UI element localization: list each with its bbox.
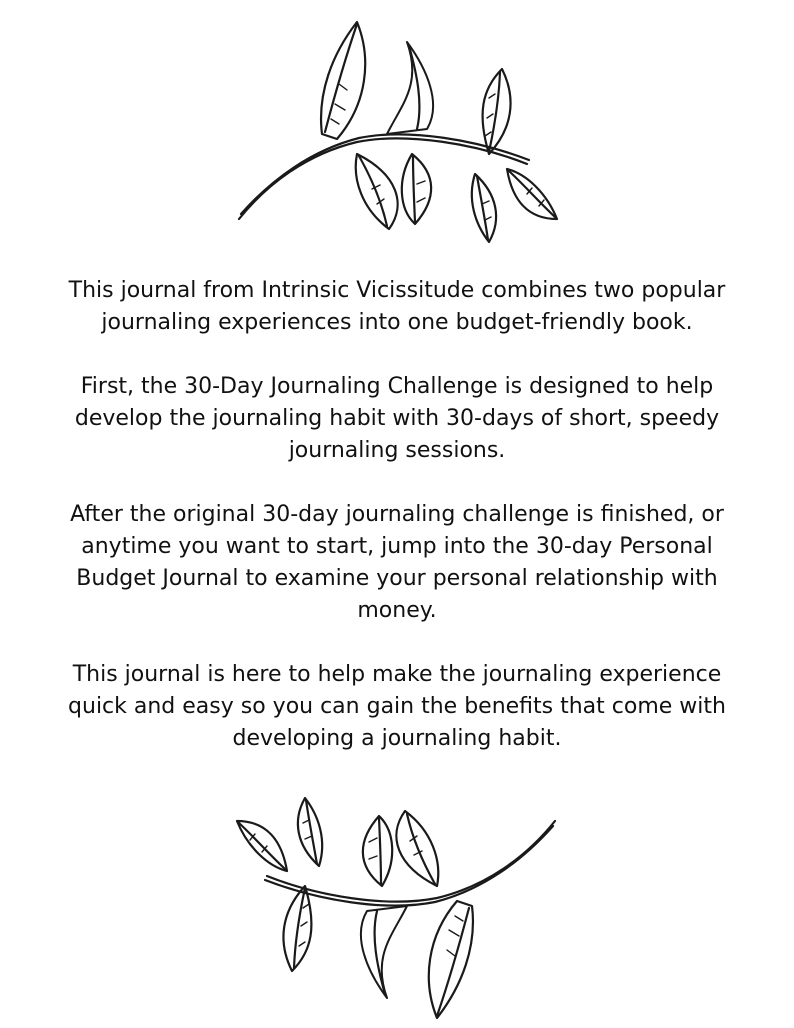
leaf-branch-icon	[227, 14, 567, 254]
intro-paragraph: This journal from Intrinsic Vicissitude combines two popular journaling experiences into one budget-friendly book.	[68, 278, 726, 335]
bottom-leaf-ornament	[227, 786, 567, 1026]
budget-paragraph: After the original 30-day journaling challenge is finished, or anytime you want to start, jump into the 30-day Personal Budget Journal to examine your personal relationship with money.	[70, 502, 724, 623]
closing-paragraph: This journal is here to help make the journaling experience quick and easy so you can gain the benefits that come with developing a journaling habit.	[68, 662, 726, 751]
journal-description	[30, 275, 764, 755]
leaf-branch-icon	[227, 786, 567, 1026]
challenge-paragraph: First, the 30-Day Journaling Challenge is designed to help develop the journaling habit with 30-days of short, speedy journaling sessions.	[74, 374, 720, 463]
top-leaf-ornament	[227, 14, 567, 254]
